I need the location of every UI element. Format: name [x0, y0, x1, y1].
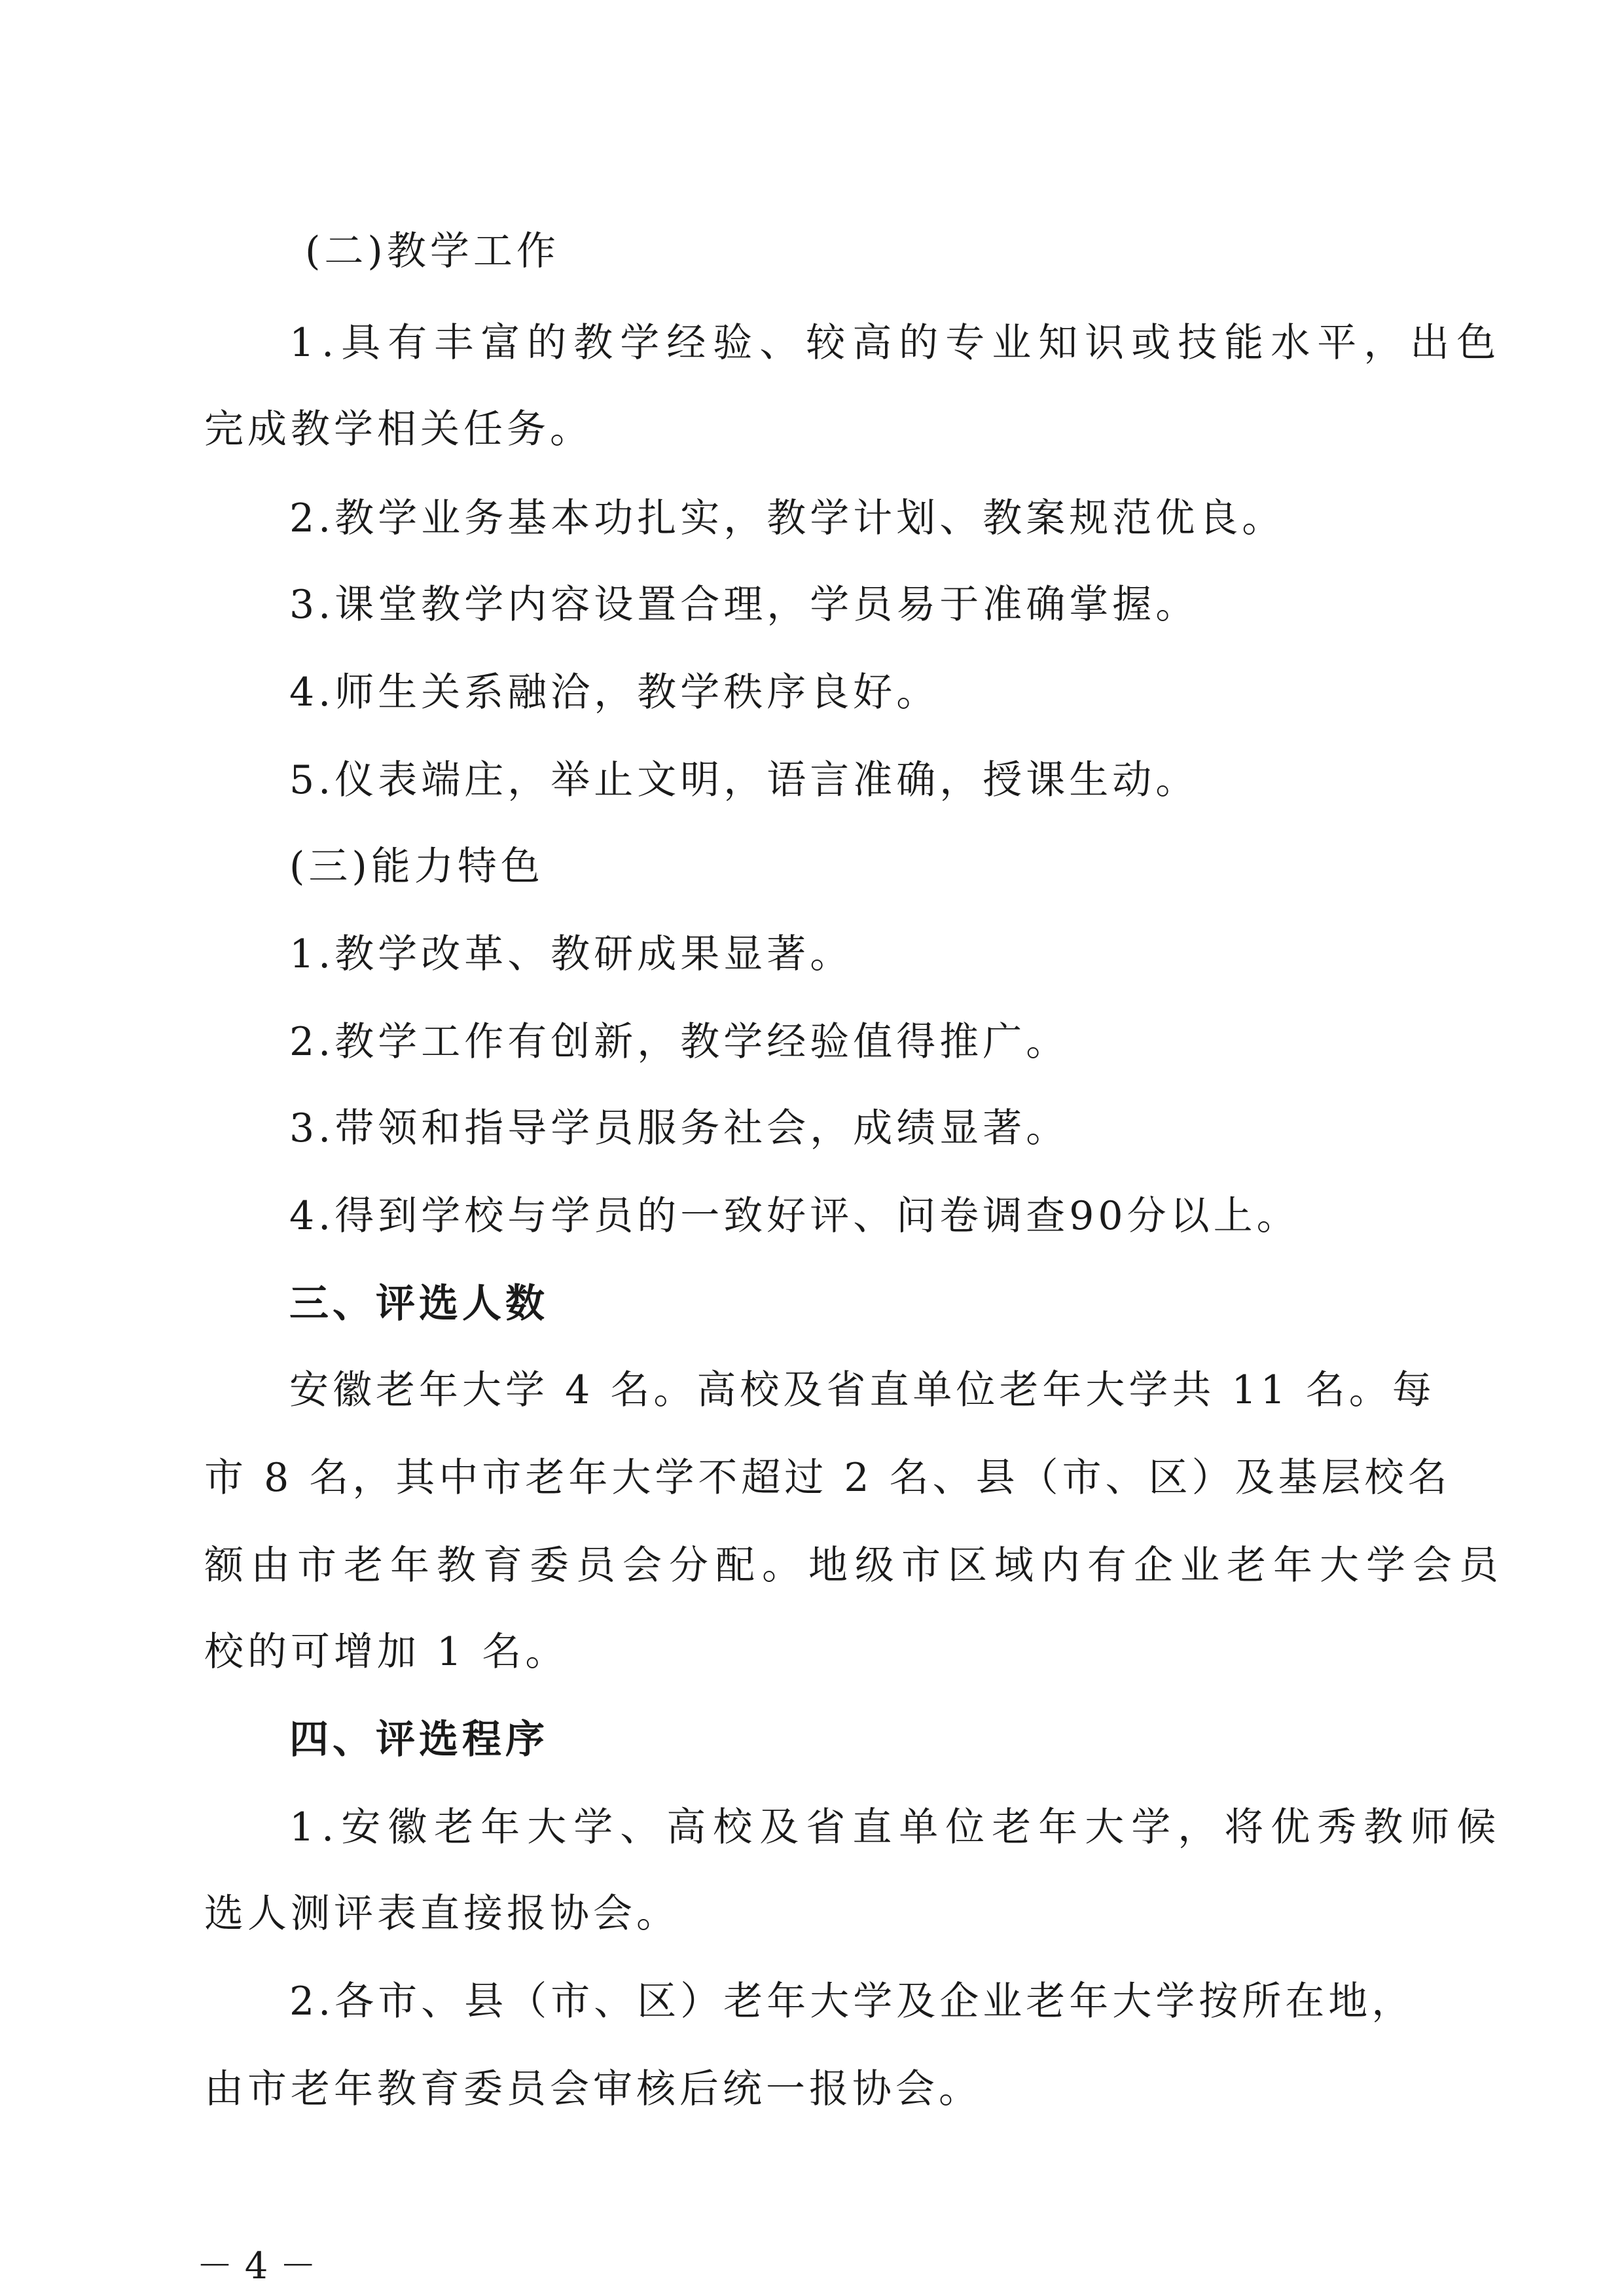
subsection-heading-ability: (三)能力特色 [289, 844, 544, 889]
paragraph-line: 由市老年教育委员会审核后统一报协会。 [204, 2066, 982, 2112]
paragraph-line: 安徽老年大学 4 名。高校及省直单位老年大学共 11 名。每 [289, 1367, 1435, 1413]
paragraph-line: 1.教学改革、教研成果显著。 [289, 931, 854, 977]
paragraph-line: 1.安徽老年大学、高校及省直单位老年大学，将优秀教师候 [289, 1804, 1504, 1850]
paragraph-line: 额由市老年教育委员会分配。地级市区域内有企业老年大学会员 [204, 1543, 1506, 1588]
paragraph-line: 完成教学相关任务。 [204, 406, 593, 452]
paragraph-line: 市 8 名，其中市老年大学不超过 2 名、县（市、区）及基层校名 [204, 1455, 1451, 1501]
paragraph-line: 2.各市、县（市、区）老年大学及企业老年大学按所在地， [289, 1979, 1415, 2024]
paragraph-line: 4.得到学校与学员的一致好评、问卷调查90分以上。 [289, 1193, 1300, 1239]
paragraph-line: 选人测评表直接报协会。 [204, 1891, 679, 1937]
section-heading-procedure: 四、评选程序 [289, 1717, 549, 1763]
paragraph-line: 2.教学业务基本功扎实，教学计划、教案规范优良。 [289, 495, 1286, 541]
paragraph-line: 5.仪表端庄，举止文明，语言准确，授课生动。 [289, 757, 1199, 803]
paragraph-line: 1.具有丰富的教学经验、较高的专业知识或技能水平，出色 [289, 320, 1504, 366]
section-heading-count: 三、评选人数 [289, 1281, 549, 1327]
subsection-heading-teaching: (二)教学工作 [305, 228, 560, 274]
paragraph-line: 3.课堂教学内容设置合理，学员易于准确掌握。 [289, 582, 1199, 628]
paragraph-line: 4.师生关系融洽，教学秩序良好。 [289, 670, 940, 715]
page-number: － 4 － [196, 2245, 317, 2287]
paragraph-line: 2.教学工作有创新，教学经验值得推广。 [289, 1019, 1070, 1065]
paragraph-line: 校的可增加 1 名。 [204, 1629, 569, 1675]
paragraph-line: 3.带领和指导学员服务社会，成绩显著。 [289, 1105, 1070, 1151]
